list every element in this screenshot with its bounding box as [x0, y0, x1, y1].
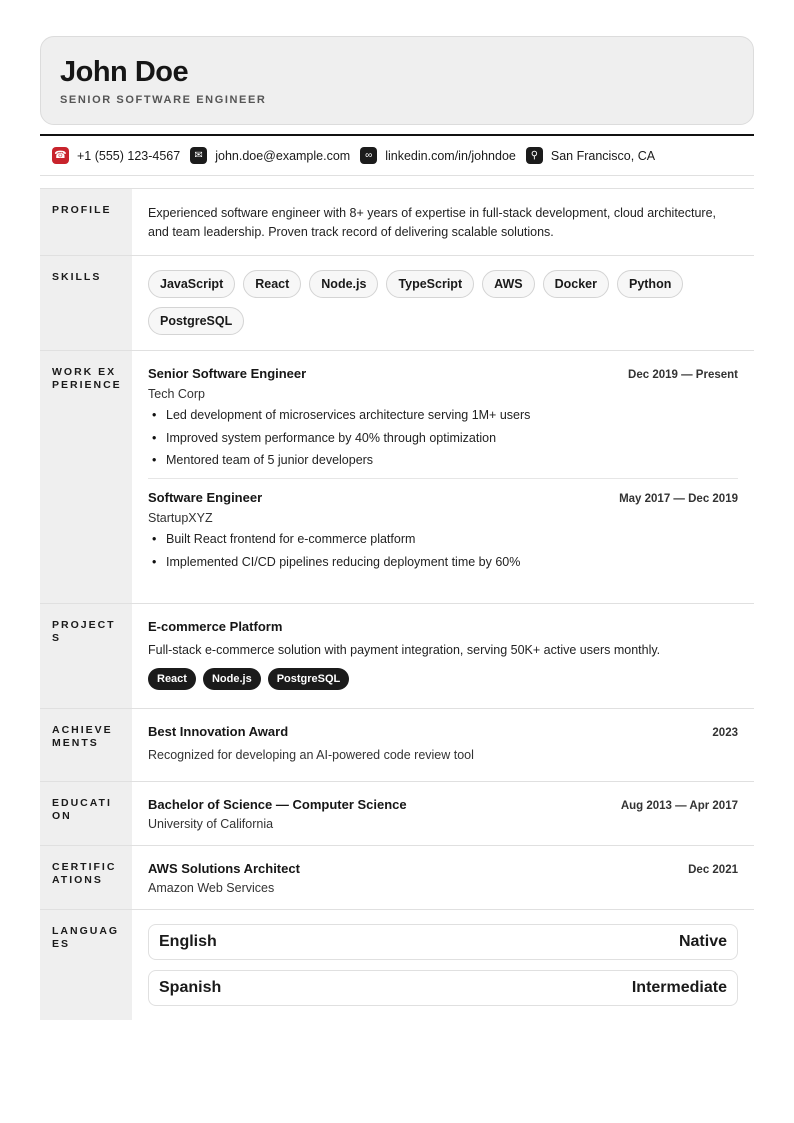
- section-label-languages: LANGUAGES: [40, 910, 132, 1020]
- job-bullet: • Improved system performance by 40% through optimization: [148, 430, 738, 446]
- link-icon: ∞: [360, 147, 377, 164]
- job-divider: [148, 478, 738, 479]
- job-title: Senior Software Engineer: [148, 366, 307, 381]
- contact-phone[interactable]: [52, 147, 180, 164]
- job-title: Software Engineer: [148, 490, 263, 505]
- job-company: Tech Corp: [148, 387, 205, 401]
- job-date: May 2017 — Dec 2019: [619, 493, 738, 505]
- achievement-year: 2023: [712, 727, 738, 739]
- language-level: Native: [678, 933, 727, 950]
- section-certifications: [40, 846, 754, 910]
- section-projects: [40, 604, 754, 709]
- section-label-profile: PROFILE: [40, 189, 132, 255]
- section-label-certifications: CERTIFICATIONS: [40, 846, 132, 909]
- section-languages: [40, 910, 754, 1020]
- section-label-projects: PROJECTS: [40, 604, 132, 708]
- project-title: E-commerce Platform: [148, 619, 283, 634]
- section-profile: [40, 189, 754, 256]
- project-tag: Node.js: [203, 668, 261, 690]
- contact-location: [526, 147, 655, 164]
- contact-linkedin-text: linkedin.com/in/johndoe: [385, 148, 516, 163]
- section-achievements: [40, 709, 754, 782]
- skill-chip: React: [243, 270, 301, 298]
- skills-list: [148, 270, 738, 335]
- contact-email[interactable]: [190, 147, 350, 164]
- project-tag: PostgreSQL: [268, 668, 350, 690]
- certification-name: AWS Solutions Architect: [148, 861, 300, 876]
- email-icon: ✉: [190, 147, 207, 164]
- contact-email-text: john.doe@example.com: [215, 148, 351, 163]
- job-bullet: • Built React frontend for e-commerce platform: [148, 531, 738, 547]
- job-bullets: [148, 407, 738, 468]
- achievement-title: Best Innovation Award: [148, 724, 289, 739]
- section-label-skills: SKILLS: [40, 256, 132, 350]
- job-entry: [148, 366, 738, 468]
- skill-chip: JavaScript: [148, 270, 235, 298]
- project-tag: React: [148, 668, 196, 690]
- job-entry: [148, 490, 738, 570]
- language-card: [148, 970, 738, 1006]
- skill-chip: AWS: [482, 270, 534, 298]
- section-skills: [40, 256, 754, 351]
- skill-chip: Node.js: [309, 270, 378, 298]
- education-date: Aug 2013 — Apr 2017: [620, 800, 738, 812]
- certification-issuer: Amazon Web Services: [148, 881, 275, 895]
- language-name: Spanish: [159, 979, 222, 996]
- language-level: Intermediate: [631, 979, 727, 996]
- language-name: English: [159, 933, 217, 950]
- job-bullet: • Led development of microservices architecture serving 1M+ users: [148, 407, 738, 423]
- location-pin-icon: ⚲: [526, 147, 543, 164]
- achievement-description: Recognized for developing an AI-powered code review tool: [148, 748, 474, 762]
- section-label-education: EDUCATION: [40, 782, 132, 845]
- section-label-achievements: ACHIEVEMENTS: [40, 709, 132, 781]
- skill-chip: TypeScript: [386, 270, 474, 298]
- certification-date: Dec 2021: [688, 864, 738, 876]
- job-bullet: • Implemented CI/CD pipelines reducing deployment time by 60%: [148, 554, 738, 570]
- profile-summary: Experienced software engineer with 8+ years of expertise in full-stack development, cloud architecture, and team leadership. Proven track record of delivering scalable solutions.: [148, 206, 717, 239]
- contact-location-text: San Francisco, CA: [550, 148, 656, 163]
- job-company: StartupXYZ: [148, 511, 213, 525]
- candidate-name: John Doe: [60, 56, 189, 88]
- skill-chip: PostgreSQL: [148, 307, 244, 335]
- section-education: [40, 782, 754, 846]
- job-bullets: [148, 531, 738, 570]
- project-tags: [148, 668, 738, 690]
- contact-linkedin[interactable]: [360, 147, 516, 164]
- degree-title: Bachelor of Science — Computer Science: [148, 797, 407, 812]
- job-date: Dec 2019 — Present: [628, 369, 738, 381]
- project-description: Full-stack e-commerce solution with payment integration, serving 50K+ active users monthly.: [148, 643, 661, 657]
- candidate-title: SENIOR SOFTWARE ENGINEER: [60, 94, 267, 106]
- job-bullet: • Mentored team of 5 junior developers: [148, 452, 738, 468]
- phone-icon: ☎: [52, 147, 69, 164]
- contact-phone-text: +1 (555) 123-4567: [77, 148, 181, 163]
- school-name: University of California: [148, 817, 274, 831]
- resume-sections: [40, 188, 754, 1020]
- section-label-work: WORK EXPERIENCE: [40, 351, 132, 603]
- skill-chip: Docker: [543, 270, 609, 298]
- skill-chip: Python: [617, 270, 683, 298]
- resume-header: [40, 36, 754, 125]
- contact-bar: [40, 134, 754, 176]
- section-work-experience: [40, 351, 754, 604]
- language-card: [148, 924, 738, 960]
